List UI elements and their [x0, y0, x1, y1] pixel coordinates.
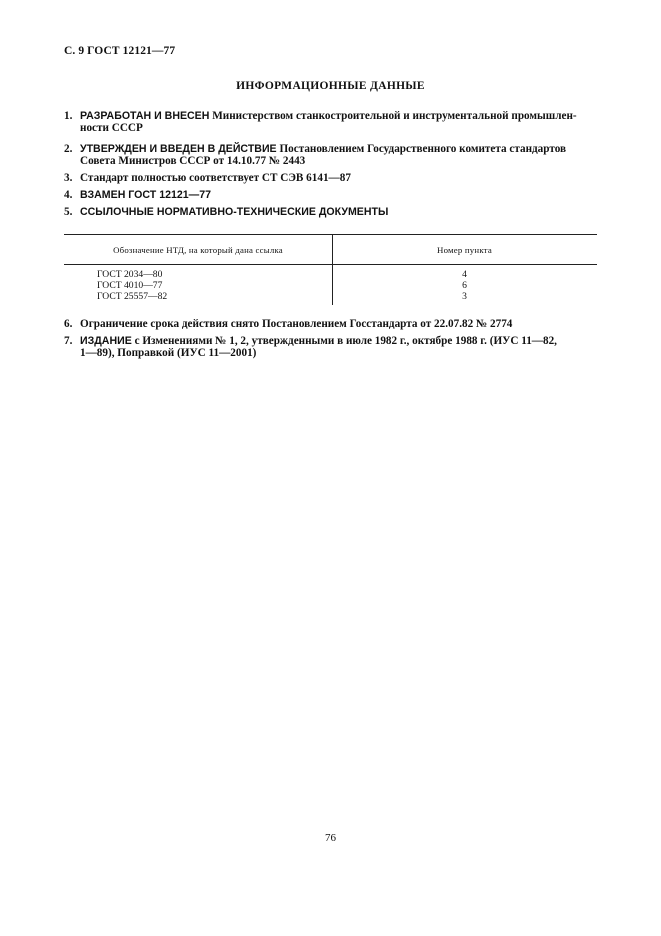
table-header-rule [64, 264, 597, 265]
item-number: 7. [64, 335, 73, 347]
item-text [80, 206, 604, 218]
item-body-cont: Совета Министров СССР от 14.10.77 № 2443 [80, 155, 306, 167]
item-body: с Изменениями № 1, 2, утвержденными в июле 1982 г., октябре 1988 г. (ИУС 11—82, [131, 335, 557, 347]
info-item-3 [64, 172, 604, 184]
item-text [80, 143, 604, 167]
item-text [80, 335, 604, 359]
page-number: 76 [325, 832, 336, 844]
item-lead: ИЗДАНИЕ [80, 335, 132, 347]
table-cell-clause: 4 [462, 269, 467, 280]
item-number: 4. [64, 189, 73, 201]
item-body: Постановлением Государственного комитета стандартов [276, 143, 567, 155]
item-number: 3. [64, 172, 73, 184]
item-text [80, 318, 604, 330]
item-body-cont: 1—89), Поправкой (ИУС 11—2001) [80, 347, 257, 359]
info-item-7 [64, 335, 604, 359]
table-header-clause: Номер пункта [437, 245, 492, 255]
table-column-documents [97, 269, 167, 302]
info-item-6 [64, 318, 604, 330]
item-text [80, 172, 604, 184]
item-body: Стандарт полностью соответствует СТ СЭВ 6141—87 [80, 172, 351, 184]
info-item-2 [64, 143, 604, 167]
info-item-1 [64, 110, 604, 134]
item-body-cont: ности СССР [80, 122, 143, 134]
item-lead: РАЗРАБОТАН И ВНЕСЕН [80, 110, 210, 122]
table-top-rule [64, 234, 597, 235]
section-title: ИНФОРМАЦИОННЫЕ ДАННЫЕ [236, 80, 425, 92]
table-header-document: Обозначение НТД, на который дана ссылка [113, 245, 283, 255]
page-header: С. 9 ГОСТ 12121—77 [64, 45, 176, 57]
item-text [80, 110, 604, 134]
table-cell-document: ГОСТ 2034—80 [97, 269, 163, 280]
item-number: 2. [64, 143, 73, 155]
item-lead: ССЫЛОЧНЫЕ НОРМАТИВНО-ТЕХНИЧЕСКИЕ ДОКУМЕНТЫ [80, 206, 389, 218]
info-item-5 [64, 206, 604, 218]
table-cell-clause: 6 [462, 280, 467, 291]
item-text [80, 189, 604, 201]
table-column-clauses [332, 269, 597, 302]
info-item-4 [64, 189, 604, 201]
reference-table [64, 234, 597, 305]
item-number: 1. [64, 110, 73, 122]
item-body: Ограничение срока действия снято Постановлением Госстандарта от 22.07.82 № 2774 [80, 318, 513, 330]
table-cell-clause: 3 [462, 291, 467, 302]
item-number: 5. [64, 206, 73, 218]
item-body: Министерством станкостроительной и инструментальной промышлен- [209, 110, 577, 122]
item-lead: ВЗАМЕН ГОСТ 12121—77 [80, 189, 212, 201]
table-cell-document: ГОСТ 25557—82 [97, 291, 168, 302]
table-cell-document: ГОСТ 4010—77 [97, 280, 163, 291]
item-lead: УТВЕРЖДЕН И ВВЕДЕН В ДЕЙСТВИЕ [80, 143, 277, 155]
item-number: 6. [64, 318, 73, 330]
